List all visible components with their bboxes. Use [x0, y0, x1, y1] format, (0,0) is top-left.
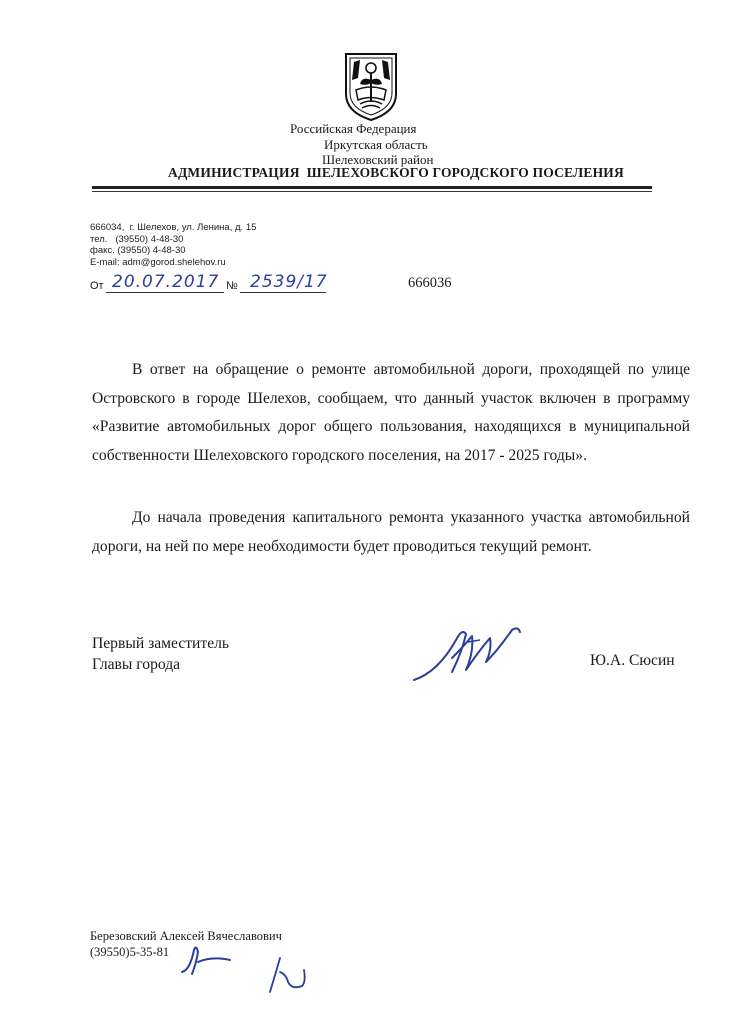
- number-value: 2539/17: [250, 272, 328, 292]
- country-line: Российская Федерация: [290, 121, 417, 136]
- header-divider-thick: [92, 186, 652, 189]
- number-underline: [240, 292, 326, 293]
- date-underline: [106, 292, 224, 293]
- phone-line: тел. (39550) 4-48-30: [90, 233, 184, 245]
- paragraph-1-text: В ответ на обращение о ремонте автомобильной дороги, проходящей по улице Островского в городе Шелехов, сообщаем, что данный участок включен в программу «Развитие автомобильных дорог общего пользования, находящихся в муниципальной собственности Шелеховского городского поселения, на 2017 - 2025 годы».: [92, 361, 690, 464]
- district-line: Шелеховский район: [322, 152, 434, 167]
- organization-name: АДМИНИСТРАЦИЯ ШЕЛЕХОВСКОГО ГОРОДСКОГО ПОСЕЛЕНИЯ: [168, 165, 624, 180]
- approval-mark-icon: [262, 952, 312, 996]
- executor-phone: (39550)5-35-81: [90, 945, 170, 959]
- contact-block: [90, 222, 256, 268]
- date-label: От: [90, 280, 104, 292]
- paragraph-2-text: До начала проведения капитального ремонта указанного участка автомобильной дороги, на ней по мере необходимости будет проводиться текущий ремонт.: [92, 509, 690, 555]
- signatory-title: [92, 633, 229, 675]
- recipient-zip: 666036: [408, 275, 452, 291]
- email-line: E-mail: adm@gorod.shelehov.ru: [90, 256, 226, 268]
- address-line: 666034, г. Шелехов, ул. Ленина, д. 15: [90, 222, 257, 233]
- number-label: №: [226, 280, 238, 292]
- region-line: Иркутская область: [324, 137, 428, 152]
- executor-name: Березовский Алексей Вячеславович: [90, 929, 282, 943]
- letter-paragraph-1: [92, 356, 690, 470]
- header-divider-thin: [92, 191, 652, 192]
- signatory-title-line-1: Первый заместитель: [92, 635, 230, 652]
- signatory-title-line-2: Главы города: [92, 656, 181, 673]
- letter-paragraph-2: [92, 504, 690, 561]
- handwritten-signature-icon: [408, 622, 528, 688]
- date-value: 20.07.2017: [112, 272, 220, 292]
- initials-mark-icon: [176, 940, 236, 980]
- signatory-name: Ю.А. Сюсин: [590, 652, 675, 669]
- fax-line: факс. (39550) 4-48-30: [90, 245, 186, 256]
- city-coat-of-arms-icon: [340, 50, 402, 122]
